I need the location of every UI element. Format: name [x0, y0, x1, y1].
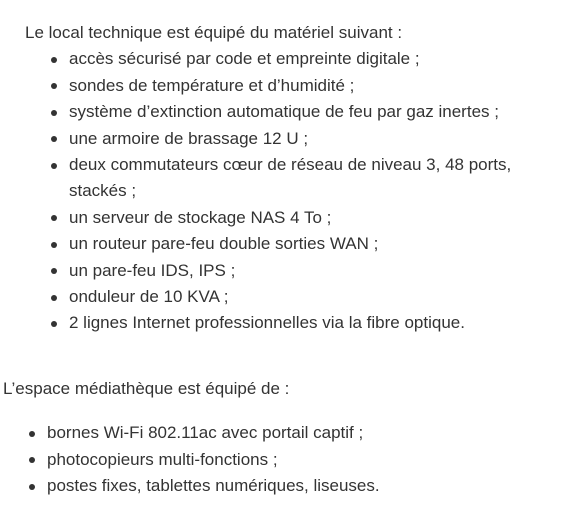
- list-item: deux commutateurs cœur de réseau de niveau 3, 48 ports, stackés ;: [69, 152, 565, 205]
- list-item: bornes Wi-Fi 802.11ac avec portail captif ;: [47, 420, 563, 446]
- technical-room-list: [25, 46, 565, 336]
- list-item: photocopieurs multi-fonctions ;: [47, 447, 563, 473]
- media-space-intro: L’espace médiathèque est équipé de :: [3, 379, 290, 398]
- media-space-section: [3, 376, 563, 500]
- list-item: un routeur pare-feu double sorties WAN ;: [69, 231, 565, 257]
- list-item: système d’extinction automatique de feu par gaz inertes ;: [69, 99, 565, 125]
- list-item: postes fixes, tablettes numériques, liseuses.: [47, 473, 563, 499]
- list-item: une armoire de brassage 12 U ;: [69, 126, 565, 152]
- list-item: un serveur de stockage NAS 4 To ;: [69, 205, 565, 231]
- list-item: un pare-feu IDS, IPS ;: [69, 258, 565, 284]
- technical-room-intro: Le local technique est équipé du matériel suivant :: [25, 23, 403, 42]
- list-item: accès sécurisé par code et empreinte digitale ;: [69, 46, 565, 72]
- technical-room-section: [25, 20, 565, 337]
- list-item: sondes de température et d’humidité ;: [69, 73, 565, 99]
- list-item: 2 lignes Internet professionnelles via la fibre optique.: [69, 310, 565, 336]
- media-space-list: [3, 420, 563, 499]
- list-item: onduleur de 10 KVA ;: [69, 284, 565, 310]
